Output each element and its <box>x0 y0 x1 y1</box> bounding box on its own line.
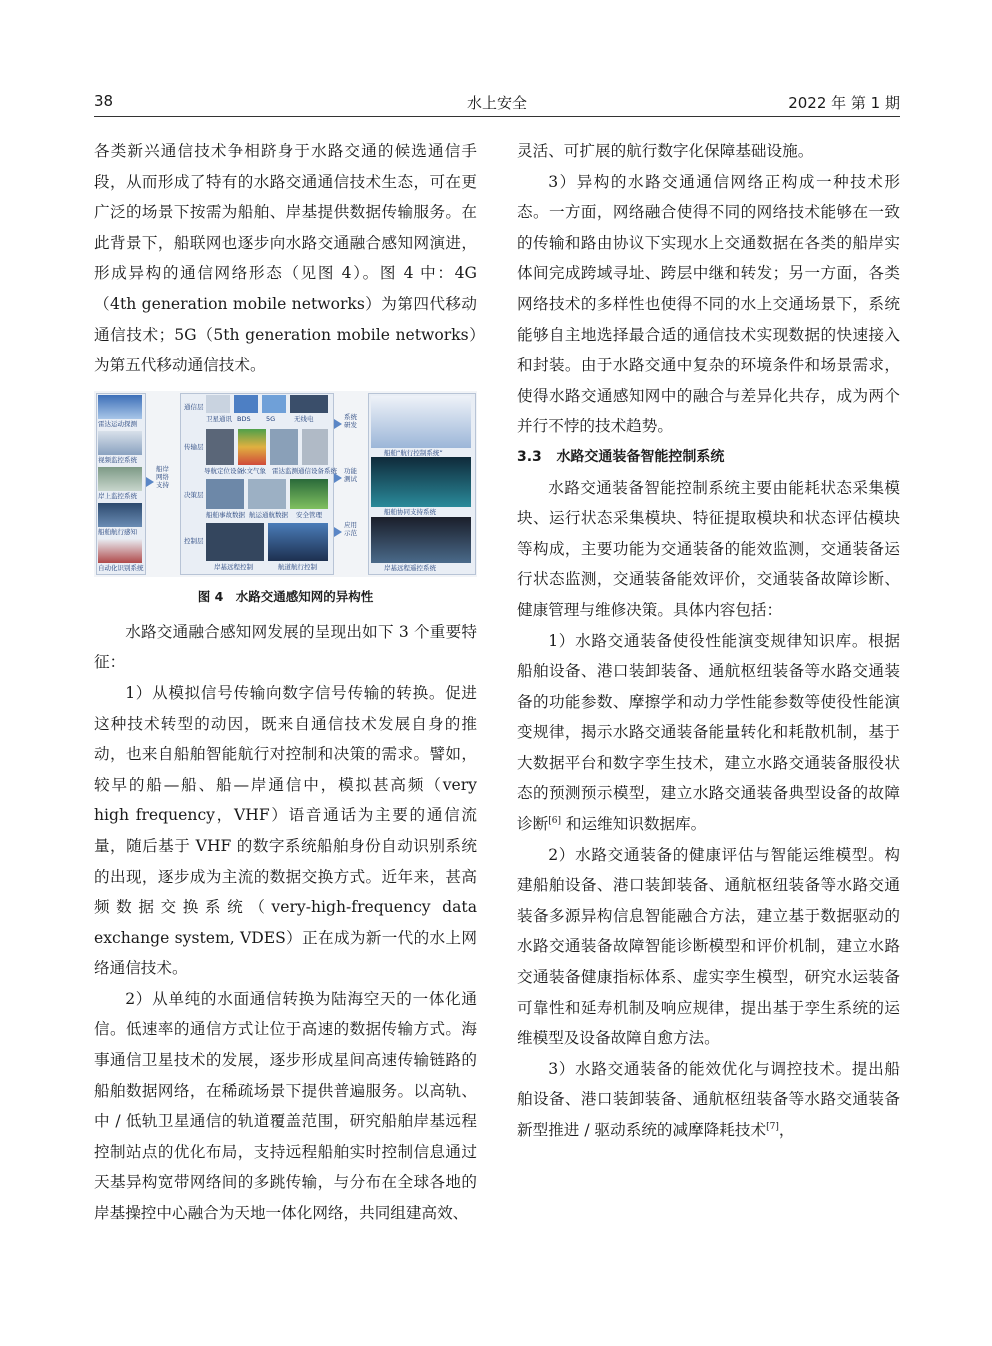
paragraph-text: 3）水路交通装备的能效优化与调控技术。提出船舶设备、港口装卸装备、通航枢纽装备等水路交通装备新型推进 / 驱动系统的减摩降耗技术 <box>517 1059 900 1139</box>
left-column <box>94 136 477 1229</box>
citation[interactable]: [6] <box>548 816 561 827</box>
paragraph: 3）异构的水路交通通信网络正构成一种技术形态。一方面，网络融合使得不同的网络技术能够在一致的传输和路由协议下实现水上交通数据在各类的船岸实体间完成跨域寻址、跨层中继和转发；另一方面，各类网络技术的多样性也使得不同的水上交通场景下，系统能够自主地选择最合适的通信技术实现数据的快速接入和封装。由于水路交通中复杂的环境条件和场景需求，使得水路交通感知网中的融合与差异化共存，成为两个并行不悖的技术趋势。 <box>517 172 900 436</box>
right-label: 船舶协同支持系统 <box>384 507 436 516</box>
figure-4 <box>94 391 477 577</box>
5g-photo <box>262 395 286 413</box>
layer-label: 传输层 <box>184 442 204 451</box>
shore-photo <box>98 467 142 491</box>
paragraph-tail: 和运维知识数据库。 <box>560 815 707 834</box>
nav-device-photo <box>206 429 234 465</box>
paragraph: 2）从单纯的水面通信转换为陆海空天的一体化通信。低速率的通信方式让位于高速的数据传输方式。海事通信卫星技术的发展，逐步形成星间高速传输链路的船舶数据网络，在稀疏场景下提供普遍服务。以高轨、中 / 低轨卫星通信的轨道覆盖范围，研究船舶岸基远程控制站点的优化布局，支持远程船舶实时控制信息通过天基异构宽带网络间的多跳传输，与分布在全球各地的岸基操控中心融合为天地一体化网络，共同组建高效、 <box>94 989 477 1223</box>
running-header <box>94 90 900 117</box>
navigation-control-image <box>371 396 471 448</box>
weather-map <box>238 429 266 465</box>
paragraph: 水路交通装备智能控制系统主要由能耗状态采集模块、运行状态采集模块、特征提取模块和状态评估模块等构成，主要功能为交通装备的能效监测，交通装备运行状态监测，交通装备能效评价，交通装备故障诊断、健康管理与维修决策。具体内容包括： <box>517 478 900 619</box>
right-label: 岸基远程遥控系统 <box>384 563 436 572</box>
arrow-icon <box>146 477 154 487</box>
trans-label: 通信设备系统 <box>298 466 337 475</box>
paragraph: 2）水路交通装备的健康评估与智能运维模型。构建船舶设备、港口装卸装备、通航枢纽装备等水路交通装备多源异构信息智能融合方法，建立基于数据驱动的水路交通装备故障智能诊断模型和评价机制，建立水路交通装备健康指标体系、虚实孪生模型，研究水运装备可靠性和延寿机制及响应规律，提出基于孪生系统的运维模型及设备故障自愈方法。 <box>517 845 900 1048</box>
paragraph <box>517 626 900 840</box>
remote-control-photo <box>206 523 264 561</box>
paragraph-tail: ， <box>778 1121 795 1139</box>
dec-label: 航运通航数据 <box>249 510 288 519</box>
right-mid-label: 系统 研发 <box>344 412 357 429</box>
comm-label: 5G <box>266 414 276 423</box>
left-label: 岸上监控系统 <box>98 491 137 500</box>
accident-photo <box>206 479 244 509</box>
ctrl-label: 航道航行控制 <box>278 562 317 571</box>
shipping-photo <box>248 479 286 509</box>
left-label: 视频监控系统 <box>98 455 137 464</box>
dec-label: 船舶事故数据 <box>206 510 245 519</box>
figure-caption: 图 4 水路交通感知网的异构性 <box>197 588 374 604</box>
right-mid-label: 功能 测试 <box>344 466 357 483</box>
arrow-icon <box>334 473 342 483</box>
ctrl-label: 岸基远程控制 <box>214 562 253 571</box>
section-number: 3.3 <box>517 448 542 465</box>
paragraph <box>517 1054 900 1146</box>
radar-photo <box>98 395 142 419</box>
trans-label: 导航定位设备 <box>204 466 243 475</box>
ship-photo <box>98 503 142 527</box>
section-heading <box>517 442 900 473</box>
journal-title: 水上安全 <box>466 94 527 112</box>
right-label: 船舶“航行控制系统” <box>384 448 443 457</box>
radar-device-photo <box>270 429 298 465</box>
comm-device-photo <box>302 429 328 465</box>
arrow-icon <box>334 419 342 429</box>
radio-photo <box>290 395 328 413</box>
paragraph-text: 1）水路交通装备使役性能演变规律知识库。根据船舶设备、港口装卸装备、通航枢纽装备等水路交通装备的功能参数、摩擦学和动力学性能参数等使役性能演变规律，揭示水路交通装备能量转化和耗散机制，基于大数据平台和数字孪生技术，建立水路交通装备服役状态的预测预示模型，建立水路交通装备典型设备的故障诊断 <box>517 631 900 834</box>
video-photo <box>98 431 142 455</box>
center-label: 船岸 网络 支持 <box>156 464 169 489</box>
trans-label: 雷达监测 <box>272 466 298 475</box>
left-label: 雷达运动探测 <box>98 419 137 428</box>
citation[interactable]: [7] <box>766 1122 779 1132</box>
paragraph: 水路交通融合感知网发展的呈现出如下 3 个重要特征： <box>94 622 477 672</box>
safety-photo <box>290 479 328 509</box>
issue-label: 2022 年 第 1 期 <box>788 94 900 112</box>
boat-photo <box>98 539 142 563</box>
shore-remote-image <box>371 517 471 563</box>
satellite-photo <box>206 395 230 413</box>
layer-label: 控制层 <box>184 536 204 545</box>
paragraph: 各类新兴通信技术争相跻身于水路交通的候选通信手段，从而形成了特有的水路交通通信技术生态，可在更广泛的场景下按需为船舶、岸基提供数据传输服务。在此背景下，船联网也逐步向水路交通融合感知网演进，形成异构的通信网络形态（见图 4）。图 4 中：4G（4th generation mobile networks）为第四代移动通信技术；5G（5th generation mobile networks）为第五代移动通信技术。 <box>94 142 477 375</box>
dec-label: 安全管理 <box>296 510 322 519</box>
paragraph: 灵活、可扩展的航行数字化保障基础设施。 <box>517 142 814 160</box>
layer-label: 通信层 <box>184 402 204 411</box>
comm-label: 无线电 <box>294 414 314 423</box>
channel-control-photo <box>268 523 328 561</box>
comm-label: 卫星通讯 <box>206 414 232 423</box>
left-label: 船舶航行感知 <box>98 527 137 536</box>
comm-label: BDS <box>237 414 251 423</box>
left-label: 自动化识别系统 <box>98 563 144 572</box>
trans-label: 水文气象 <box>240 466 266 475</box>
right-mid-label: 应用 示范 <box>344 520 357 537</box>
page-number: 38 <box>94 92 114 110</box>
layer-label: 决策层 <box>184 490 204 499</box>
arrow-icon <box>334 527 342 537</box>
bds-photo <box>234 395 258 413</box>
right-column <box>517 136 900 1146</box>
paragraph: 1）从模拟信号传输向数字信号传输的转换。促进这种技术转型的动因，既来自通信技术发展自身的推动，也来自船舶智能航行对控制和决策的需求。譬如，较早的船—船、船—岸通信中，模拟甚高频（very high frequency，VHF）语音通话为主要的通信流量，随后基于 VHF 的数字系统船舶身份自动识别系统的出现，逐步成为主流的数据交换方式。近年来，甚高频数据交换系统（very-high-frequency data exchange system, VDES）正在成为新一代的水上网络通信技术。 <box>94 683 477 978</box>
section-title: 水路交通装备智能控制系统 <box>556 448 725 465</box>
cooperative-support-image <box>371 457 471 507</box>
